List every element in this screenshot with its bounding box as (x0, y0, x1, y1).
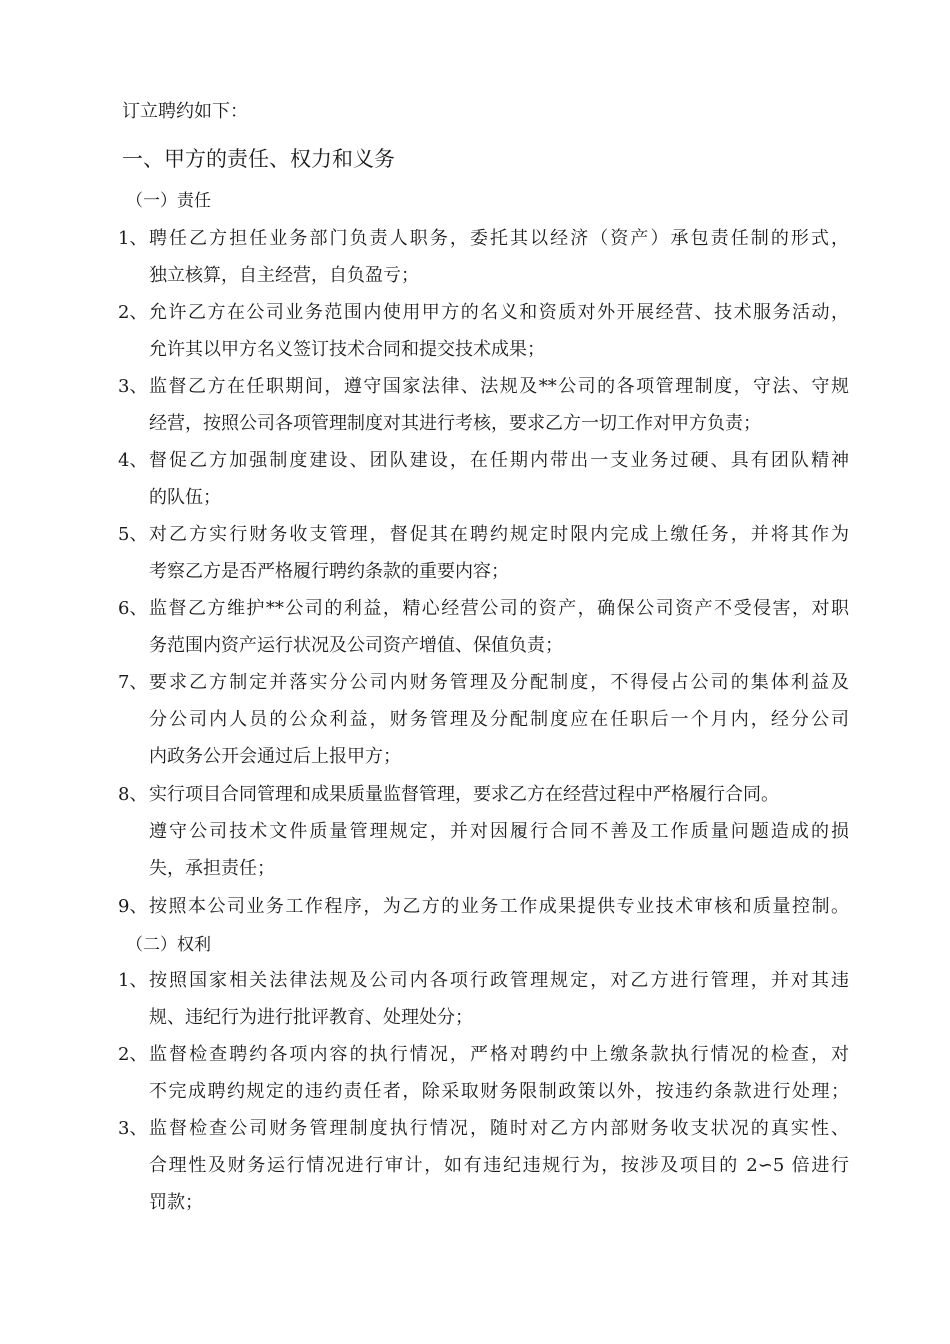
item-number: 1、 (118, 970, 148, 991)
section-title: 一、甲方的责任、权力和义务 (122, 147, 395, 171)
item-text-line: 规、违纪行为进行批评教育、处理处分； (149, 1007, 473, 1028)
item-text-line: 允许乙方在公司业务范围内使用甲方的名义和资质对外开展经营、技术服务活动， (149, 302, 849, 323)
intro-text: 订立聘约如下： (122, 101, 248, 122)
list-item (118, 524, 848, 598)
item-number: 3、 (118, 1118, 148, 1139)
list-item (118, 896, 848, 933)
item-text-line: 考察乙方是否严格履行聘约条款的重要内容； (149, 561, 509, 582)
item-number: 3、 (118, 376, 148, 397)
item-text-line: 罚款； (149, 1192, 203, 1213)
item-text-line: 督促乙方加强制度建设、团队建设，在任期内带出一支业务过硬、具有团队精神 (149, 450, 849, 471)
item-text-line: 内政务公开会通过后上报甲方； (149, 746, 401, 767)
item-number: 9、 (118, 896, 148, 917)
item-number: 1、 (118, 228, 148, 249)
item-text-line: 监督乙方在任职期间，遵守国家法律、法规及**公司的各项管理制度，守法、守规 (149, 376, 849, 397)
item-text-line: 允许其以甲方名义签订技术合同和提交技术成果； (149, 339, 545, 360)
item-text-line: 要求乙方制定并落实分公司内财务管理及分配制度，不得侵占公司的集体利益及 (149, 672, 849, 693)
item-text-line: 独立核算，自主经营，自负盈亏； (149, 265, 419, 286)
item-text-line: 务范围内资产运行状况及公司资产增值、保值负责； (149, 635, 563, 656)
item-text-line: 按照本公司业务工作程序，为乙方的业务工作成果提供专业技术审核和质量控制。 (149, 896, 849, 917)
list-item (118, 376, 848, 450)
item-number: 7、 (118, 672, 148, 693)
item-text-line: 的队伍； (149, 487, 221, 508)
list-item (118, 302, 848, 376)
item-text-line: 按照国家相关法律法规及公司内各项行政管理规定，对乙方进行管理，并对其违 (149, 970, 849, 991)
list-item (118, 1118, 848, 1229)
item-text-line: 对乙方实行财务收支管理，督促其在聘约规定时限内完成上缴任务，并将其作为 (149, 524, 849, 545)
item-text-line: 合理性及财务运行情况进行审计，如有违纪违规行为，按涉及项目的 2∽5 倍进行 (149, 1155, 849, 1176)
list-item (118, 784, 848, 895)
list-item (118, 970, 848, 1044)
item-number: 6、 (118, 598, 148, 619)
list-item (118, 450, 848, 524)
list-item (118, 1044, 848, 1118)
item-text-line: 遵守公司技术文件质量管理规定，并对因履行合同不善及工作质量问题造成的损 (149, 821, 849, 842)
item-number: 5、 (118, 524, 148, 545)
item-text-line: 监督检查聘约各项内容的执行情况，严格对聘约中上缴条款执行情况的检查，对 (149, 1044, 849, 1065)
list-item (118, 598, 848, 672)
item-text-line: 不完成聘约规定的违约责任者，除采取财务限制政策以外，按违约条款进行处理； (149, 1081, 849, 1102)
item-number: 4、 (118, 450, 148, 471)
item-number: 8、 (118, 784, 148, 805)
item-text-line: 实行项目合同管理和成果质量监督管理，要求乙方在经营过程中严格履行合同。 (149, 784, 779, 805)
item-text-line: 聘任乙方担任业务部门负责人职务，委托其以经济（资产）承包责任制的形式， (149, 228, 849, 249)
item-text-line: 监督检查公司财务管理制度执行情况，随时对乙方内部财务收支状况的真实性、 (149, 1118, 849, 1139)
item-text-line: 分公司内人员的公众利益，财务管理及分配制度应在任职后一个月内，经分公司 (149, 709, 849, 730)
item-number: 2、 (118, 1044, 148, 1065)
item-text-line: 经营，按照公司各项管理制度对其进行考核，要求乙方一切工作对甲方负责； (149, 413, 761, 434)
list-item (118, 228, 848, 302)
list-item (118, 672, 848, 783)
subsection-heading-responsibilities: （一）责任 (126, 191, 211, 211)
item-text-line: 失，承担责任； (149, 858, 275, 879)
subsection-heading-rights: （二）权利 (126, 935, 211, 955)
item-text-line: 监督乙方维护**公司的利益，精心经营公司的资产，确保公司资产不受侵害，对职 (149, 598, 849, 619)
item-number: 2、 (118, 302, 148, 323)
